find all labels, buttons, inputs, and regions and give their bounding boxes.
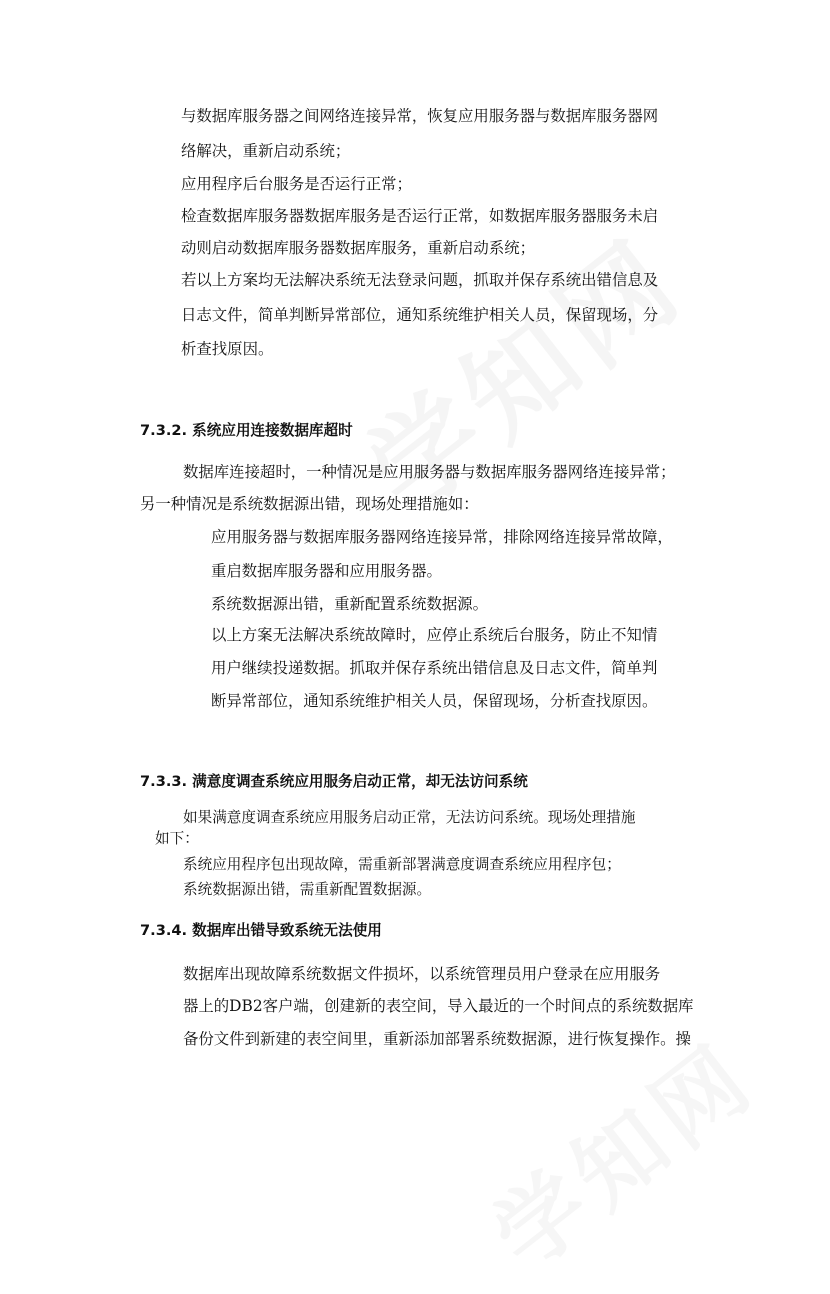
paragraph-line: 应用程序后台服务是否运行正常； <box>181 175 412 193</box>
paragraph-line: 备份文件到新建的表空间里，重新添加部署系统数据源，进行恢复操作。操 <box>183 1030 691 1048</box>
paragraph-line: 重启数据库服务器和应用服务器。 <box>211 562 442 580</box>
paragraph-line: 以上方案无法解决系统故障时，应停止系统后台服务，防止不知情 <box>211 626 658 644</box>
paragraph-line: 动则启动数据库服务器数据库服务，重新启动系统； <box>181 239 535 257</box>
paragraph-line: 断异常部位，通知系统维护相关人员，保留现场，分析查找原因。 <box>211 692 658 710</box>
paragraph-line: 系统数据源出错，需重新配置数据源。 <box>183 881 432 898</box>
paragraph-line: 如果满意度调查系统应用服务启动正常，无法访问系统。现场处理措施 <box>183 809 636 826</box>
paragraph-line: 数据库连接超时，一种情况是应用服务器与数据库服务器网络连接异常； <box>183 463 676 481</box>
paragraph-line: 系统数据源出错，重新配置系统数据源。 <box>211 595 489 613</box>
paragraph-line: 器上的DB2客户端，创建新的表空间，导入最近的一个时间点的系统数据库 <box>183 997 694 1015</box>
watermark <box>462 1006 778 1293</box>
section-heading: 7.3.4. 数据库出错导致系统无法使用 <box>140 922 382 939</box>
paragraph-line: 用户继续投递数据。抓取并保存系统出错信息及日志文件，简单判 <box>211 659 658 677</box>
paragraph-line: 络解决，重新启动系统； <box>181 142 351 160</box>
paragraph-line: 系统应用程序包出现故障，需重新部署满意度调查系统应用程序包； <box>183 856 621 873</box>
paragraph-line: 数据库出现故障系统数据文件损坏，以系统管理员用户登录在应用服务 <box>183 965 661 983</box>
paragraph-line: 另一种情况是系统数据源出错，现场处理措施如： <box>140 495 479 513</box>
paragraph-line: 析查找原因。 <box>181 340 274 358</box>
paragraph-line: 日志文件，简单判断异常部位，通知系统维护相关人员，保留现场，分 <box>181 306 659 324</box>
paragraph-line: 若以上方案均无法解决系统无法登录问题，抓取并保存系统出错信息及 <box>181 271 659 289</box>
paragraph-line: 应用服务器与数据库服务器网络连接异常，排除网络连接异常故障， <box>211 528 673 546</box>
paragraph-line: 检查数据库服务器数据库服务是否运行正常，如数据库服务器服务未启 <box>181 207 659 225</box>
paragraph-line: 与数据库服务器之间网络连接异常，恢复应用服务器与数据库服务器网 <box>181 107 659 125</box>
paragraph-line: 如下： <box>155 830 199 847</box>
section-heading: 7.3.2. 系统应用连接数据库超时 <box>140 422 353 439</box>
section-heading: 7.3.3. 满意度调查系统应用服务启动正常，却无法访问系统 <box>140 773 528 790</box>
